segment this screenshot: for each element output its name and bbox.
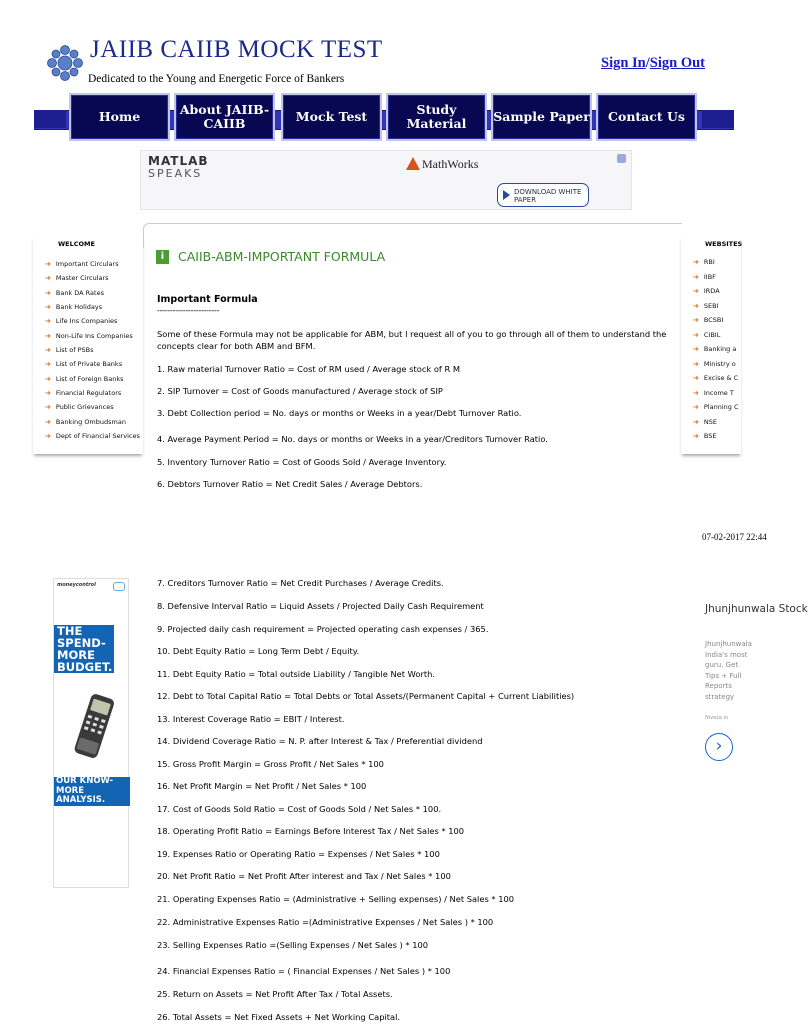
article-title: CAIIB-ABM-IMPORTANT FORMULA <box>178 249 386 264</box>
arrow-icon: ➜ <box>693 417 699 426</box>
formula-line: 24. Financial Expenses Ratio = ( Financial Expenses / Net Sales ) * 100 <box>157 966 451 976</box>
ad-choices-icon[interactable] <box>617 154 626 163</box>
arrow-icon: ➜ <box>693 287 699 295</box>
right-sidebar-item-label: Excise & C <box>703 374 739 382</box>
left-sidebar-item-label: List of Foreign Banks <box>55 374 124 383</box>
arrow-icon: ➜ <box>693 272 699 281</box>
auth-separator: / <box>645 55 650 71</box>
sign-in-link[interactable]: Sign In <box>601 55 646 71</box>
ad-brand-line2: SPEAKS <box>148 167 203 180</box>
nav-mock-test[interactable]: Mock Test <box>281 93 382 141</box>
arrow-icon: ➜ <box>693 258 699 266</box>
right-sidebar-item-label: CIBIL <box>703 330 721 339</box>
right-sidebar-item-label: NSE <box>703 417 717 426</box>
auth-links <box>601 54 721 73</box>
ad-sponsor: MathWorks <box>406 157 478 172</box>
arrow-icon: ➜ <box>45 360 51 369</box>
info-icon: i <box>156 250 169 264</box>
nav-contact-us[interactable]: Contact Us <box>596 93 697 141</box>
formula-line: 5. Inventory Turnover Ratio = Cost of Goods Sold / Average Inventory. <box>157 457 447 467</box>
left-sidebar-item-label: List of PSBs <box>55 346 94 355</box>
right-sidebar-item[interactable] <box>693 386 738 401</box>
formula-line: 17. Cost of Goods Sold Ratio = Cost of Goods Sold / Net Sales * 100. <box>157 804 442 814</box>
left-sidebar-item-label: Important Circulars <box>55 260 119 268</box>
play-icon <box>503 190 510 200</box>
left-sidebar-item-label: Non-Life Ins Companies <box>55 331 133 340</box>
formula-line: 13. Interest Coverage Ratio = EBIT / Interest. <box>157 714 345 724</box>
site-title: JAIIB CAIIB MOCK TEST <box>90 36 383 63</box>
right-sidebar-item[interactable] <box>693 313 738 328</box>
formula-line: 23. Selling Expenses Ratio =(Selling Expenses / Net Sales ) * 100 <box>157 940 429 950</box>
arrow-icon: ➜ <box>45 389 51 398</box>
arrow-icon: ➜ <box>693 359 699 368</box>
ad-left-footer: OUR KNOW-MORE ANALYSIS. <box>54 777 130 806</box>
formula-line: 7. Creditors Turnover Ratio = Net Credit Purchases / Average Credits. <box>157 578 444 588</box>
arrow-icon: ➜ <box>45 288 51 297</box>
right-sidebar-item-label: BCSBI <box>703 316 724 324</box>
nav-study-material[interactable]: Study Material <box>386 93 487 141</box>
site-tagline: Dedicated to the Young and Energetic Force of Bankers <box>88 73 345 85</box>
left-sidebar-item-label: Bank DA Rates <box>55 288 104 297</box>
article-intro: Some of these Formula may not be applicable for ABM, but I request all of you to go through all of them to understand the concepts clear for both ABM and BFM. <box>157 329 667 351</box>
left-sidebar-item[interactable] <box>45 257 140 271</box>
right-sidebar-item[interactable] <box>693 342 738 357</box>
right-sidebar-item-label: IIBF <box>703 272 716 281</box>
section-heading: Important Formula <box>157 294 258 305</box>
formula-line: 20. Net Profit Ratio = Net Profit After interest and Tax / Net Sales * 100 <box>157 871 451 881</box>
right-sidebar-item-label: Income T <box>703 388 734 397</box>
arrow-icon: ➜ <box>693 301 699 310</box>
ad-right-source: Niveza.in <box>705 715 729 721</box>
left-sidebar-item[interactable] <box>45 300 140 314</box>
right-sidebar-item[interactable] <box>693 371 738 386</box>
formula-line: 21. Operating Expenses Ratio = (Administrative + Selling expenses) / Net Sales * 100 <box>157 894 515 904</box>
ad-left-headline: THE SPEND-MORE BUDGET. <box>54 625 114 673</box>
right-sidebar-list <box>693 255 738 444</box>
left-sidebar-item-label: Dept of Financial Services <box>55 432 140 441</box>
ad-right-body: Jhunjhunwala India's most guru. Get Tips + Full Reports strategy <box>705 640 752 701</box>
right-sidebar-item[interactable] <box>693 270 738 285</box>
right-sidebar <box>681 236 741 454</box>
left-sidebar-item-label: Banking Ombudsman <box>55 417 126 426</box>
nav-home[interactable]: Home <box>69 93 170 141</box>
left-sidebar-item-label: Bank Holidays <box>55 303 103 312</box>
left-sidebar-item-label: Public Grievances <box>55 403 114 412</box>
arrow-icon: ➜ <box>45 374 51 383</box>
left-sidebar-list <box>45 257 140 443</box>
nav-bar-cap-right <box>702 110 734 128</box>
left-sidebar-item[interactable] <box>45 400 140 414</box>
right-sidebar-item[interactable] <box>693 328 738 343</box>
right-sidebar-item[interactable] <box>693 429 738 444</box>
right-sidebar-item[interactable] <box>693 299 738 314</box>
nav-sample-paper[interactable]: Sample Paper <box>491 93 592 141</box>
formula-line: 18. Operating Profit Ratio = Earnings Before Interest Tax / Net Sales * 100 <box>157 826 465 836</box>
sign-out-link[interactable]: Sign Out <box>649 55 705 71</box>
left-sidebar-item[interactable] <box>45 343 140 357</box>
chevron-right-icon[interactable]: › <box>705 733 733 761</box>
arrow-icon: ➜ <box>45 317 51 326</box>
left-sidebar-item-label: Financial Regulators <box>55 389 122 398</box>
arrow-icon: ➜ <box>693 345 699 353</box>
ad-left-brand: moneycontrol <box>57 582 96 588</box>
left-sidebar-heading: WELCOME <box>58 240 95 248</box>
formula-line: 22. Administrative Expenses Ratio =(Administrative Expenses / Net Sales ) * 100 <box>157 917 494 927</box>
right-sidebar-item-label: Banking a <box>703 345 737 353</box>
left-sidebar-item[interactable] <box>45 314 140 328</box>
formula-line: 25. Return on Assets = Net Profit After Tax / Total Assets. <box>157 989 393 999</box>
nav-bar-cap-left <box>34 110 66 128</box>
nav-about[interactable]: About JAIIB-CAIIB <box>174 93 275 141</box>
right-sidebar-item-label: BSE <box>703 432 717 440</box>
arrow-icon: ➜ <box>693 316 699 324</box>
ad-brand-line1: MATLAB <box>148 154 209 168</box>
formula-line: 2. SIP Turnover = Cost of Goods manufactured / Average stock of SIP <box>157 386 443 396</box>
formula-line: 16. Net Profit Margin = Net Profit / Net Sales * 100 <box>157 781 367 791</box>
left-sidebar-item[interactable] <box>45 372 140 386</box>
section-rule: ------------------------ <box>157 306 220 315</box>
right-sidebar-item-label: RBI <box>703 258 715 266</box>
formula-line: 15. Gross Profit Margin = Gross Profit / Net Sales * 100 <box>157 759 384 769</box>
right-sidebar-heading: WEBSITES <box>705 240 743 248</box>
arrow-icon: ➜ <box>45 403 51 412</box>
left-sidebar-item-label: List of Private Banks <box>55 360 123 369</box>
formula-line: 11. Debt Equity Ratio = Total outside Liability / Tangible Net Worth. <box>157 669 436 679</box>
left-sidebar-item[interactable] <box>45 286 140 300</box>
formula-line: 8. Defensive Interval Ratio = Liquid Assets / Projected Daily Cash Requirement <box>157 601 484 611</box>
formula-line: 26. Total Assets = Net Fixed Assets + Net Working Capital. <box>157 1012 401 1022</box>
right-sidebar-item[interactable] <box>693 255 738 270</box>
left-sidebar-item[interactable] <box>45 329 140 343</box>
arrow-icon: ➜ <box>693 388 699 397</box>
left-sidebar-item-label: Life Ins Companies <box>55 317 118 326</box>
formula-line: 1. Raw material Turnover Ratio = Cost of RM used / Average stock of R M <box>157 364 461 374</box>
ad-banner-top[interactable] <box>140 150 632 210</box>
logo-icon <box>46 44 84 82</box>
article-frame <box>143 223 682 248</box>
arrow-icon: ➜ <box>45 274 51 283</box>
formula-line: 10. Debt Equity Ratio = Long Term Debt / Equity. <box>157 646 360 656</box>
right-sidebar-item-label: Planning C <box>703 403 739 411</box>
arrow-icon: ➜ <box>45 432 51 441</box>
ad-download-button[interactable]: DOWNLOAD WHITE PAPER <box>497 183 589 207</box>
arrow-icon: ➜ <box>45 331 51 340</box>
right-sidebar-item[interactable] <box>693 357 738 372</box>
left-sidebar-item[interactable] <box>45 271 140 285</box>
formula-line: 9. Projected daily cash requirement = Projected operating cash expenses / 365. <box>157 624 489 634</box>
ad-choices-icon[interactable] <box>113 582 125 591</box>
ad-right-title[interactable]: Jhunjhunwala Stock <box>705 603 808 615</box>
left-sidebar-item-label: Master Circulars <box>55 274 109 283</box>
formula-line: 12. Debt to Total Capital Ratio = Total Debts or Total Assets/(Permanent Capital + Current Liabilities) <box>157 691 575 701</box>
right-sidebar-item-label: SEBI <box>703 301 719 310</box>
left-sidebar <box>33 236 143 454</box>
mathworks-logo-icon <box>406 157 420 170</box>
formula-line: 3. Debt Collection period = No. days or months or Weeks in a year/Debt Turnover Ratio. <box>157 408 522 418</box>
arrow-icon: ➜ <box>693 330 699 339</box>
timestamp: 07-02-2017 22:44 <box>702 532 767 542</box>
formula-line: 4. Average Payment Period = No. days or months or Weeks in a year/Creditors Turnover Ratio. <box>157 434 548 444</box>
arrow-icon: ➜ <box>45 417 51 426</box>
right-sidebar-item-label: Ministry o <box>703 359 736 368</box>
formula-line: 19. Expenses Ratio or Operating Ratio = Expenses / Net Sales * 100 <box>157 849 440 859</box>
left-sidebar-item[interactable] <box>45 357 140 371</box>
arrow-icon: ➜ <box>693 432 699 440</box>
right-sidebar-item-label: IRDA <box>703 287 720 295</box>
arrow-icon: ➜ <box>693 374 699 382</box>
arrow-icon: ➜ <box>45 260 51 268</box>
arrow-icon: ➜ <box>45 303 51 312</box>
formula-line: 6. Debtors Turnover Ratio = Net Credit Sales / Average Debtors. <box>157 479 423 489</box>
left-sidebar-item[interactable] <box>45 386 140 400</box>
left-sidebar-item[interactable] <box>45 429 140 443</box>
card-machine-icon <box>72 691 117 763</box>
right-sidebar-item[interactable] <box>693 284 738 299</box>
arrow-icon: ➜ <box>693 403 699 411</box>
left-sidebar-item[interactable] <box>45 415 140 429</box>
right-sidebar-item[interactable] <box>693 415 738 430</box>
ad-banner-left[interactable] <box>53 578 129 888</box>
right-sidebar-item[interactable] <box>693 400 738 415</box>
formula-line: 14. Dividend Coverage Ratio = N. P. after Interest & Tax / Preferential dividend <box>157 736 483 746</box>
arrow-icon: ➜ <box>45 346 51 355</box>
